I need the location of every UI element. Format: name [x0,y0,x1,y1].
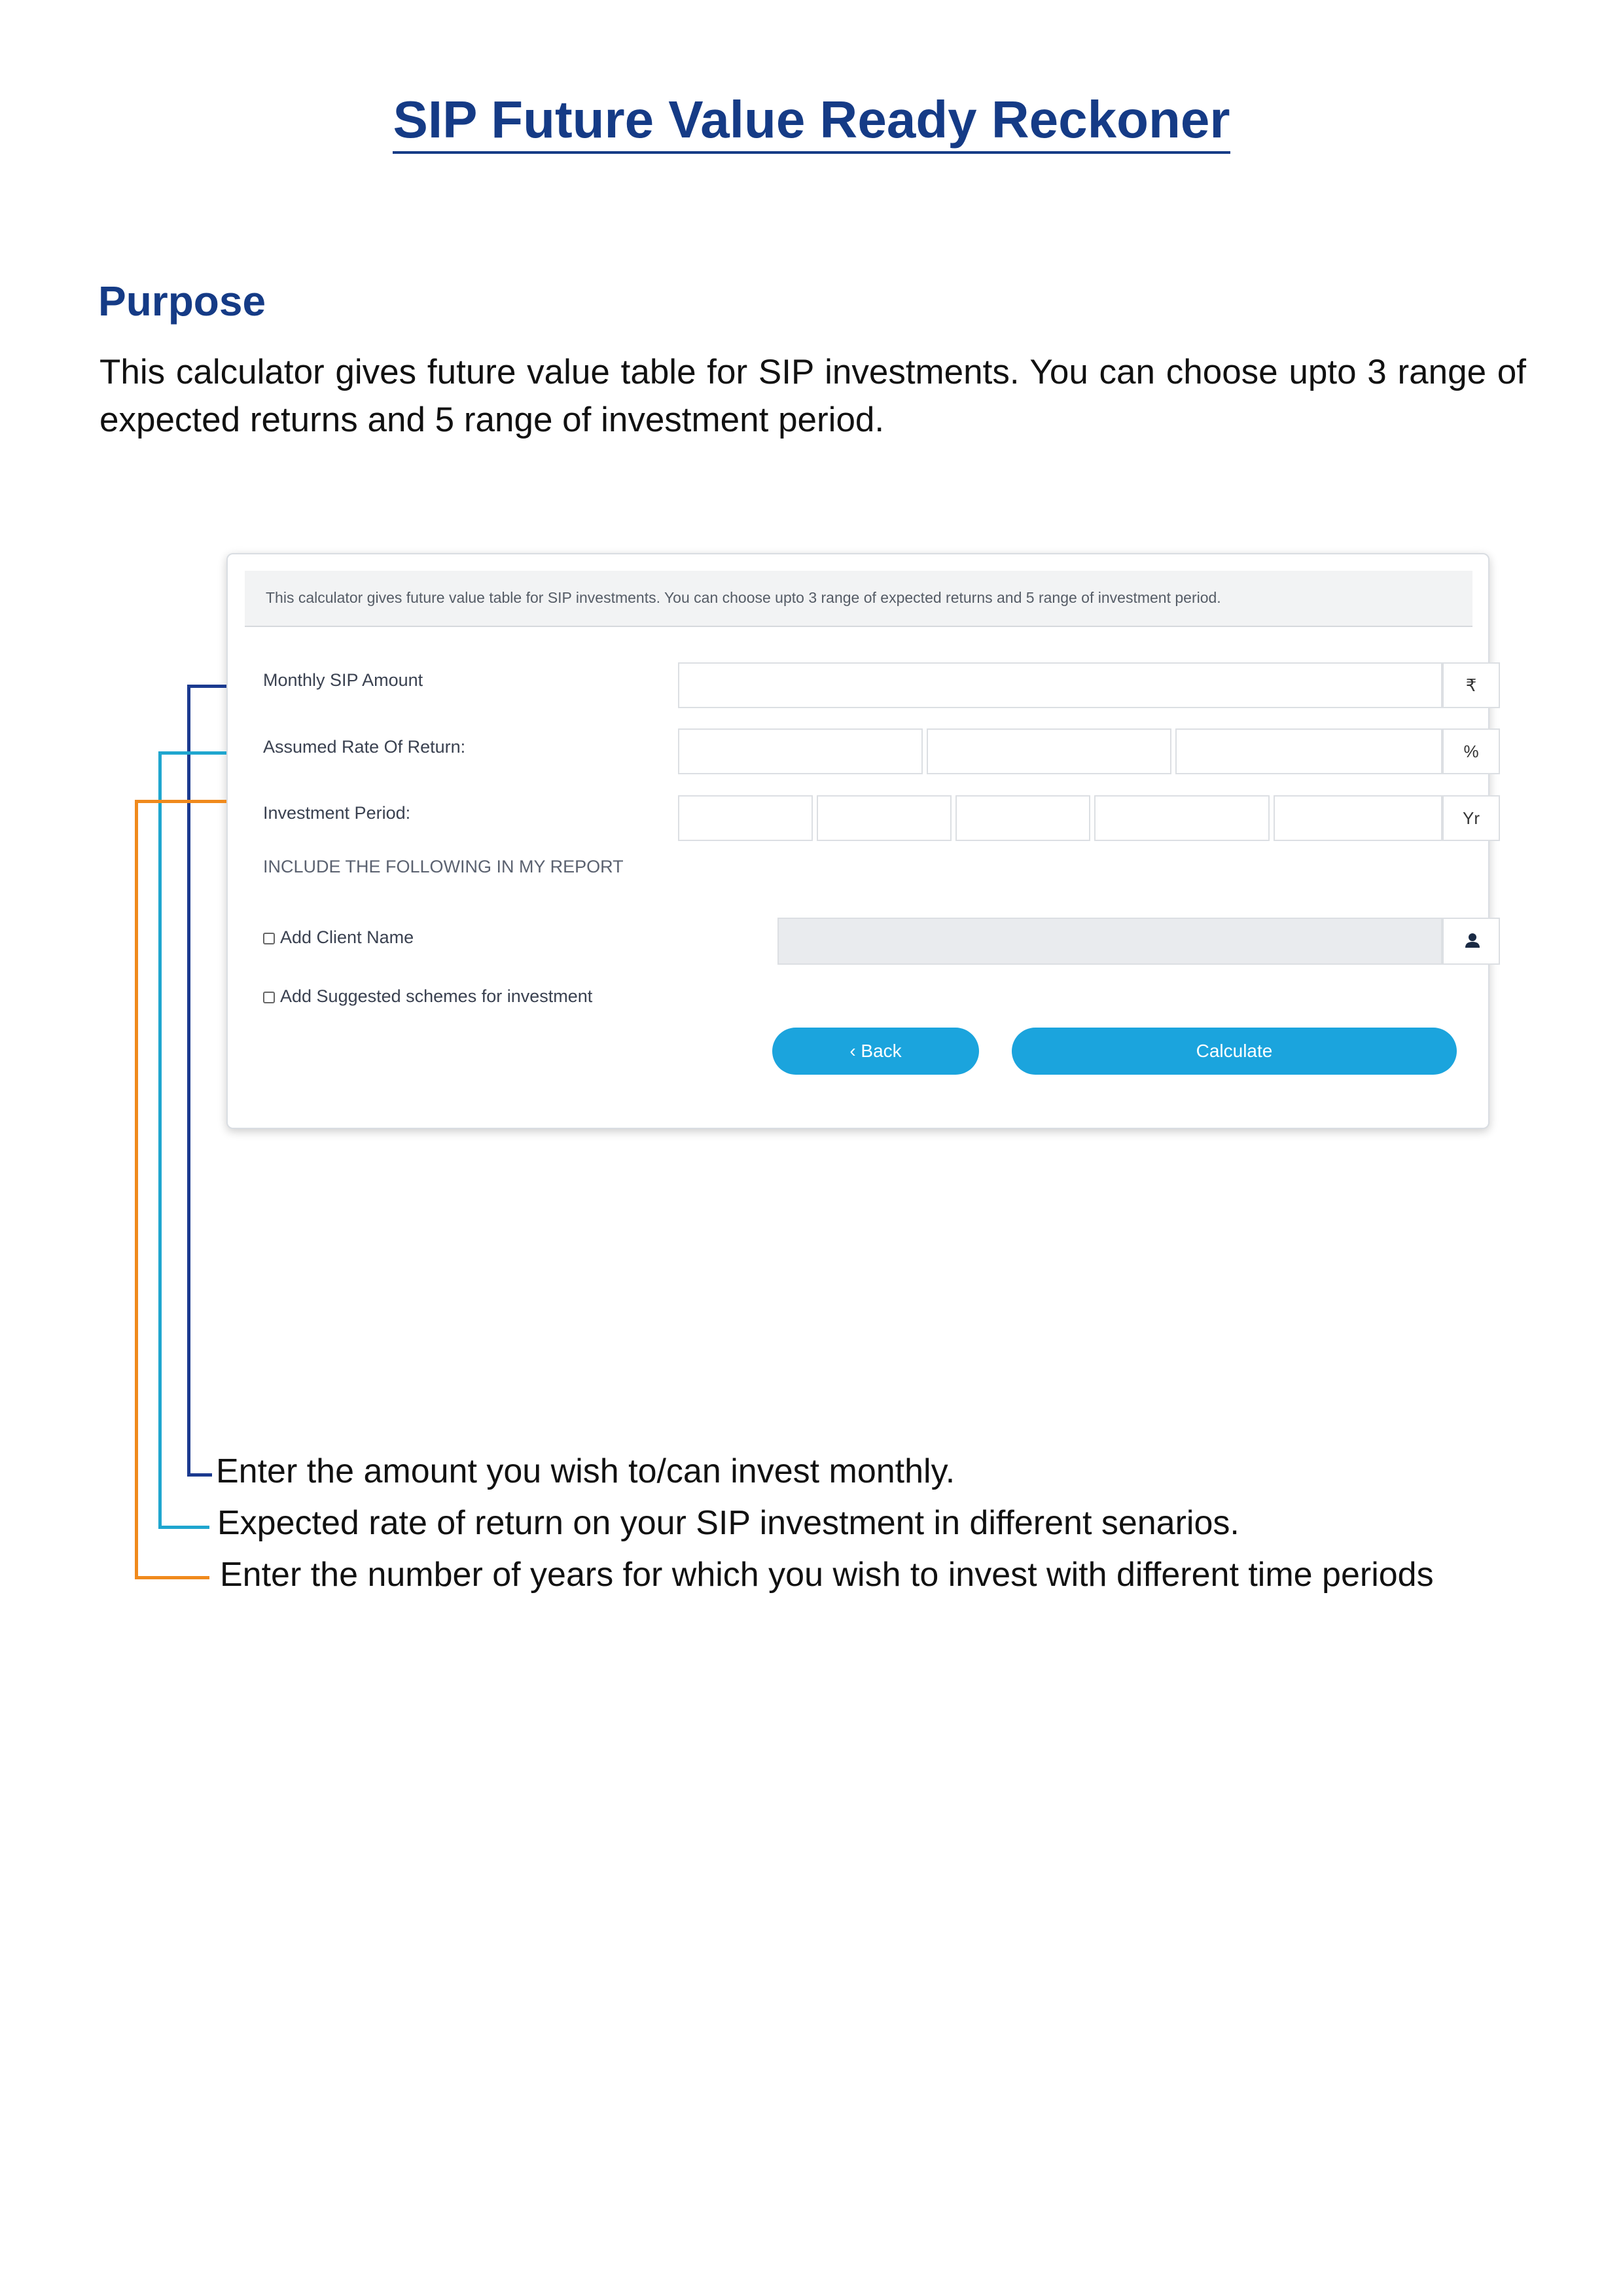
rate-connector-top [158,751,226,755]
client-name-input[interactable] [777,918,1442,965]
period-input-1[interactable] [678,795,813,841]
period-input-3[interactable] [955,795,1090,841]
period-label: Investment Period: [263,803,411,823]
period-connector-top [135,800,226,803]
back-button[interactable]: ‹ Back [772,1028,979,1075]
add-schemes-label: Add Suggested schemes for investment [280,986,593,1006]
amount-connector-bottom [187,1473,212,1477]
rate-input-1[interactable] [678,728,923,774]
info-bar [245,571,1472,627]
year-unit: Yr [1442,795,1500,841]
include-report-label: INCLUDE THE FOLLOWING IN MY REPORT [263,857,624,876]
add-client-name-label: Add Client Name [280,927,414,947]
user-icon [1444,919,1501,963]
purpose-heading: Purpose [98,278,266,325]
percent-unit: % [1442,728,1500,774]
add-schemes-checkbox[interactable] [263,992,275,1003]
period-annotation: Enter the number of years for which you wish to invest with different time periods [220,1556,1434,1594]
amount-connector-top [187,685,226,688]
period-input-4[interactable] [1094,795,1270,841]
rate-connector-bottom [158,1526,209,1529]
monthly-sip-input[interactable] [678,662,1442,708]
add-schemes-option[interactable] [263,986,592,1007]
monthly-sip-label: Monthly SIP Amount [263,670,423,690]
rupee-unit: ₹ [1442,662,1500,708]
period-connector-bottom [135,1576,209,1579]
client-icon-box[interactable] [1442,918,1500,965]
rate-connector-vertical [158,751,162,1529]
chevron-left-icon: ‹ [849,1041,861,1061]
rate-label: Assumed Rate Of Return: [263,737,466,757]
add-client-name-option[interactable] [263,927,414,948]
add-client-name-checkbox[interactable] [263,933,275,944]
rate-annotation: Expected rate of return on your SIP investment in different senarios. [217,1504,1240,1542]
amount-annotation: Enter the amount you wish to/can invest monthly. [216,1452,955,1490]
calculate-button[interactable]: Calculate [1012,1028,1457,1075]
amount-connector-vertical [187,685,190,1477]
rate-input-3[interactable] [1175,728,1442,774]
calculator-screenshot [226,553,1489,1129]
period-input-2[interactable] [817,795,952,841]
purpose-text: This calculator gives future value table for SIP investments. You can choose upto 3 range of expected returns and 5 range of investment period. [99,353,1526,439]
rate-input-2[interactable] [927,728,1171,774]
info-text: This calculator gives future value table for SIP investments. You can choose upto 3 range of expected returns and 5 range of investment period. [266,589,1221,606]
page-title: SIP Future Value Ready Reckoner [0,84,1623,156]
period-connector-vertical [135,800,138,1579]
period-input-5[interactable] [1274,795,1442,841]
